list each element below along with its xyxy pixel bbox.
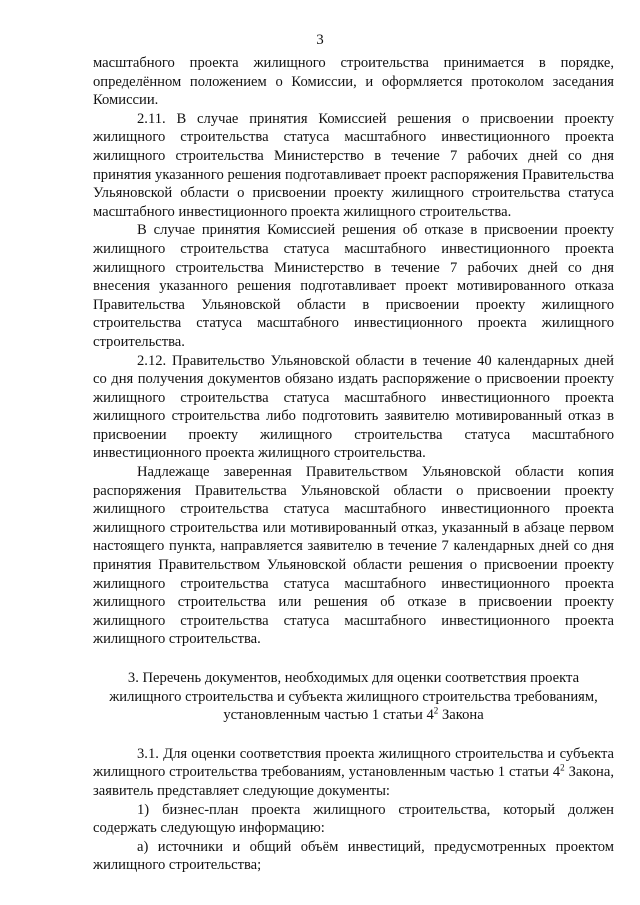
paragraph-text-end: Закона, заявитель представляет следующие документы: <box>93 764 614 799</box>
section-heading <box>93 669 614 725</box>
paragraph-text: 3.1. Для оценки соответствия проекта жилищного строительства и субъекта жилищного строительства требованиям, установленным частью 1 статьи 4 <box>93 745 614 781</box>
paragraph: В случае принятия Комиссией решения об отказе в присвоении проекту жилищного строительства статуса масштабного инвестиционного проекта жилищного строительства Министерство в течение 7 рабочих дней со дня внесения указанного решения подготавливает проект мотивированного отказа Правительства Ульяновской области в присвоении проекту жилищного строительства статуса масштабного инвестиционного проекта жилищного строительства. <box>93 222 614 350</box>
list-item: 1) бизнес-план проекта жилищного строительства, который должен содержать следующую информацию: <box>93 801 614 837</box>
paragraph: 2.11. В случае принятия Комиссией решения о присвоении проекту жилищного строительства статуса масштабного инвестиционного проекта жилищного строительства Министерство в течение 7 рабочих дней со дня принятия указанного решения подготавливает проект распоряжения Правительства Ульяновской области о присвоении проекту жилищного строительства статуса масштабного инвестиционного проекта жилищного строительства. <box>93 110 614 220</box>
paragraph: Надлежаще заверенная Правительством Ульяновской области копия распоряжения Правительства Ульяновской области о присвоении проекту жилищного строительства статуса масштабного инвестиционного проекта жилищного строительства или мотивированный отказ, указанный в абзаце первом настоящего пункта, направляется заявителю в течение 7 календарных дней со дня принятия Правительством Ульяновской области решения о присвоении проекту жилищного строительства статуса масштабного инвестиционного проекта жилищного строительства или решения об отказе в присвоении проекту жилищного строительства статуса масштабного инвестиционного проекта жилищного строительства. <box>93 464 614 648</box>
section-heading-text: 3. Перечень документов, необходимых для оценки соответствия проекта жилищного строительства и субъекта жилищного строительства требованиям, установленным частью 1 статьи 4 <box>109 670 598 724</box>
document-body <box>93 54 614 875</box>
superscript: 2 <box>560 762 565 773</box>
page-number: 3 <box>316 32 324 48</box>
paragraph-3-1 <box>93 745 614 801</box>
paragraph: масштабного проекта жилищного строительства принимается в порядке, определённом положением о Комиссии, и оформляется протоколом заседания Комиссии. <box>93 55 614 109</box>
section-heading-end: Закона <box>438 707 484 724</box>
list-item: а) источники и общий объём инвестиций, предусмотренных проектом жилищного строительства; <box>93 838 614 874</box>
superscript: 2 <box>433 705 439 716</box>
paragraph: 2.12. Правительство Ульяновской области в течение 40 календарных дней со дня получения документов обязано издать распоряжение о присвоении проекту жилищного строительства статуса масштабного инвестиционного проекта жилищного строительства либо подготовить заявителю мотивированный отказ в присвоении проекту жилищного строительства статуса масштабного инвестиционного проекта жилищного строительства. <box>93 352 614 462</box>
